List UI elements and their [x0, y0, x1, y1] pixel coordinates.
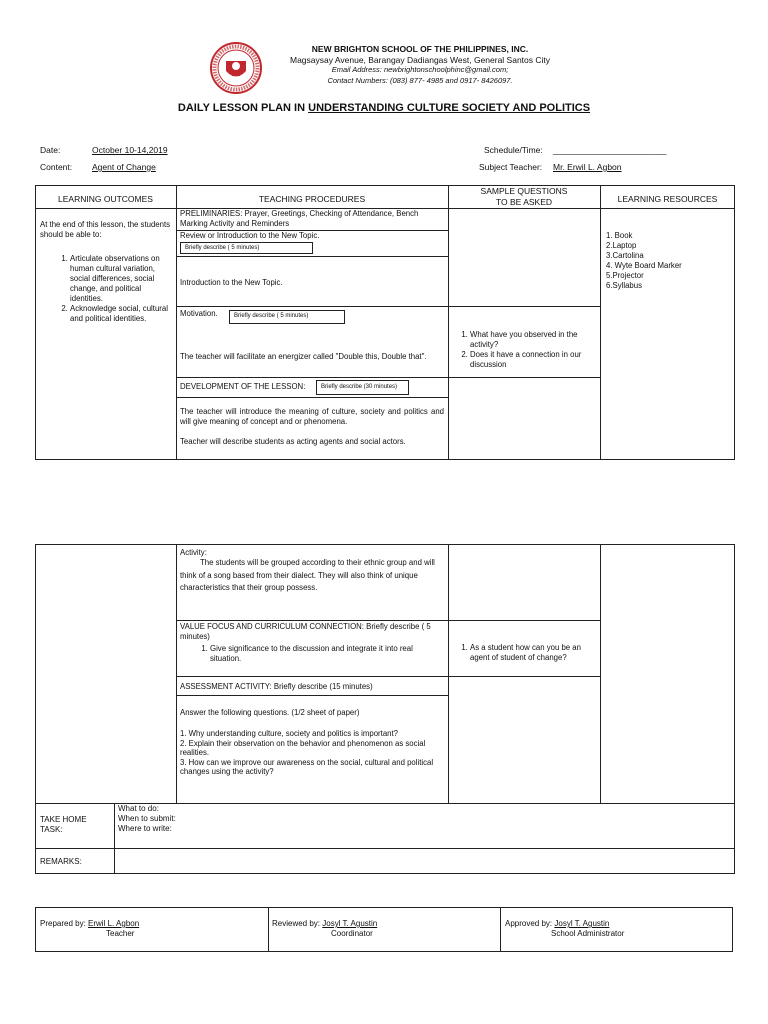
describe-box-review: Briefly describe ( 5 minutes) — [180, 242, 313, 254]
development-label: DEVELOPMENT OF THE LESSON: — [180, 382, 306, 391]
describe-box-motivation: Briefly describe ( 5 minutes) — [229, 310, 345, 324]
approved-label: Approved by: — [505, 919, 555, 928]
assessment-question: 2. Explain their observation on the behavior and phenomenon as social realities. — [180, 738, 426, 757]
header-teaching-procedures: TEACHING PROCEDURES — [258, 194, 366, 204]
resource-item: 6.Syllabus — [606, 281, 642, 290]
approved-role: School Administrator — [551, 929, 625, 938]
take-home-fields — [114, 802, 414, 836]
resource-item: 3.Cartolina — [606, 251, 644, 260]
reviewed-role: Coordinator — [331, 929, 373, 938]
learning-resources-list — [602, 229, 735, 293]
assessment-questions — [176, 727, 448, 779]
header-learning-resources: LEARNING RESOURCES — [617, 194, 718, 204]
title-prefix: DAILY LESSON PLAN IN — [177, 102, 309, 114]
assessment-label: ASSESSMENT ACTIVITY: Briefly describe (15 minutes) — [180, 682, 373, 691]
prepared-label: Prepared by: — [40, 919, 89, 928]
development-text-2: Teacher will describe students as acting agents and social actors. — [180, 437, 406, 446]
header-sample-questions — [448, 184, 600, 209]
resource-item: 4. Wyte Board Marker — [606, 261, 682, 270]
school-email: Email Address: newbrightonschoolphinc@gmail.com; — [331, 65, 509, 74]
header-learning-outcomes: LEARNING OUTCOMES — [58, 194, 153, 204]
approved-name: Josyl T. Agustin — [554, 919, 610, 928]
school-header — [210, 44, 630, 86]
value-focus-label: VALUE FOCUS AND CURRICULUM CONNECTION: Briefly describe ( 5 minutes) — [180, 622, 431, 641]
reviewed-name: Josyl T. Agustin — [322, 919, 378, 928]
school-address: Magsaysay Avenue, Barangay Dadiangas West, General Santos City — [289, 54, 551, 65]
schedule-label: Schedule/Time: — [484, 145, 543, 155]
header-sample-questions-line2: TO BE ASKED — [495, 196, 553, 207]
resource-item: 1. Book — [606, 231, 633, 240]
development-text-1: The teacher will introduce the meaning of culture, society and politics and will give meaning of concept and or phenomena. — [180, 407, 444, 426]
review-label: Review or Introduction to the New Topic. — [180, 231, 320, 240]
activity-section — [176, 546, 448, 597]
prepared-by — [40, 919, 139, 929]
remarks-label: REMARKS: — [40, 857, 82, 866]
date-label: Date: — [40, 145, 61, 155]
value-focus-list — [176, 642, 448, 666]
take-home-what: What to do: — [118, 804, 159, 813]
take-home-where: Where to write: — [118, 824, 172, 833]
school-name: NEW BRIGHTON SCHOOL OF THE PHILIPPINES, INC. — [311, 44, 529, 54]
outcome-item: 1. Articulate observations on human cultural variation, social differences, social change, and political identities. — [70, 254, 172, 304]
prepared-name: Erwil L. Agbon — [88, 919, 140, 928]
approved-by — [505, 919, 609, 929]
content-label: Content: — [40, 162, 73, 172]
assessment-question: 3. How can we improve our awareness on the social, cultural and political changes using the activity? — [180, 757, 434, 776]
assessment-intro: Answer the following questions. (1/2 sheet of paper) — [180, 708, 360, 717]
motivation-text: The teacher will facilitate an energizer called "Double this, Double that". — [180, 352, 427, 361]
motivation-label: Motivation. — [180, 309, 218, 318]
sample-question: 1. What have you observed in the activity? — [470, 330, 596, 350]
reviewed-by — [272, 919, 377, 929]
intro-topic-text: Introduction to the New Topic. — [180, 278, 283, 287]
sample-question: 1. As a student how can you be an agent of student of change? — [470, 643, 596, 663]
schedule-value: ________________________ — [553, 145, 667, 155]
activity-label: Activity: — [180, 548, 207, 557]
resource-item: 2.Laptop — [606, 241, 637, 250]
sample-question: 2. Does it have a connection in our discussion — [470, 350, 596, 370]
content-value: Agent of Change — [92, 162, 156, 172]
reviewed-label: Reviewed by: — [272, 919, 323, 928]
describe-box-development: Briefly describe (30 minutes) — [316, 380, 409, 395]
value-focus-item: 1. Give significance to the discussion and integrate it into real situation. — [210, 644, 444, 664]
learning-outcomes-cell — [36, 218, 176, 326]
school-contacts: Contact Numbers: (083) 877- 4985 and 0917- 8426097. — [327, 75, 513, 85]
take-home-label: TAKE HOME TASK: — [40, 815, 87, 834]
document-title — [0, 102, 768, 114]
resource-item: 5.Projector — [606, 271, 644, 280]
take-home-when: When to submit: — [118, 814, 176, 823]
teacher-value: Mr. Erwil L. Agbon — [553, 162, 622, 172]
date-value: October 10-14,2019 — [92, 145, 168, 155]
sample-questions-set2 — [448, 641, 600, 665]
header-sample-questions-line1: SAMPLE QUESTIONS — [480, 186, 568, 196]
prepared-role: Teacher — [106, 929, 135, 938]
title-subject: UNDERSTANDING CULTURE SOCIETY AND POLITICS — [308, 102, 591, 114]
signature-table — [35, 907, 733, 952]
outcomes-intro: At the end of this lesson, the students should be able to: — [40, 220, 171, 239]
preliminaries-text: PRELIMINARIES: Prayer, Greetings, Checking of Attendance, Bench Marking Activity and Reminders — [180, 209, 419, 228]
assessment-question: 1. Why understanding culture, society and politics is important? — [180, 729, 398, 738]
sample-questions-set1 — [448, 328, 600, 372]
activity-text: The students will be grouped according to their ethnic group and will think of a song based from their dialect. They will also think of unique characteristics that their group possess. — [180, 558, 435, 592]
teacher-label: Subject Teacher: — [479, 162, 543, 172]
outcome-item: 2. Acknowledge social, cultural and political identities. — [70, 304, 172, 324]
